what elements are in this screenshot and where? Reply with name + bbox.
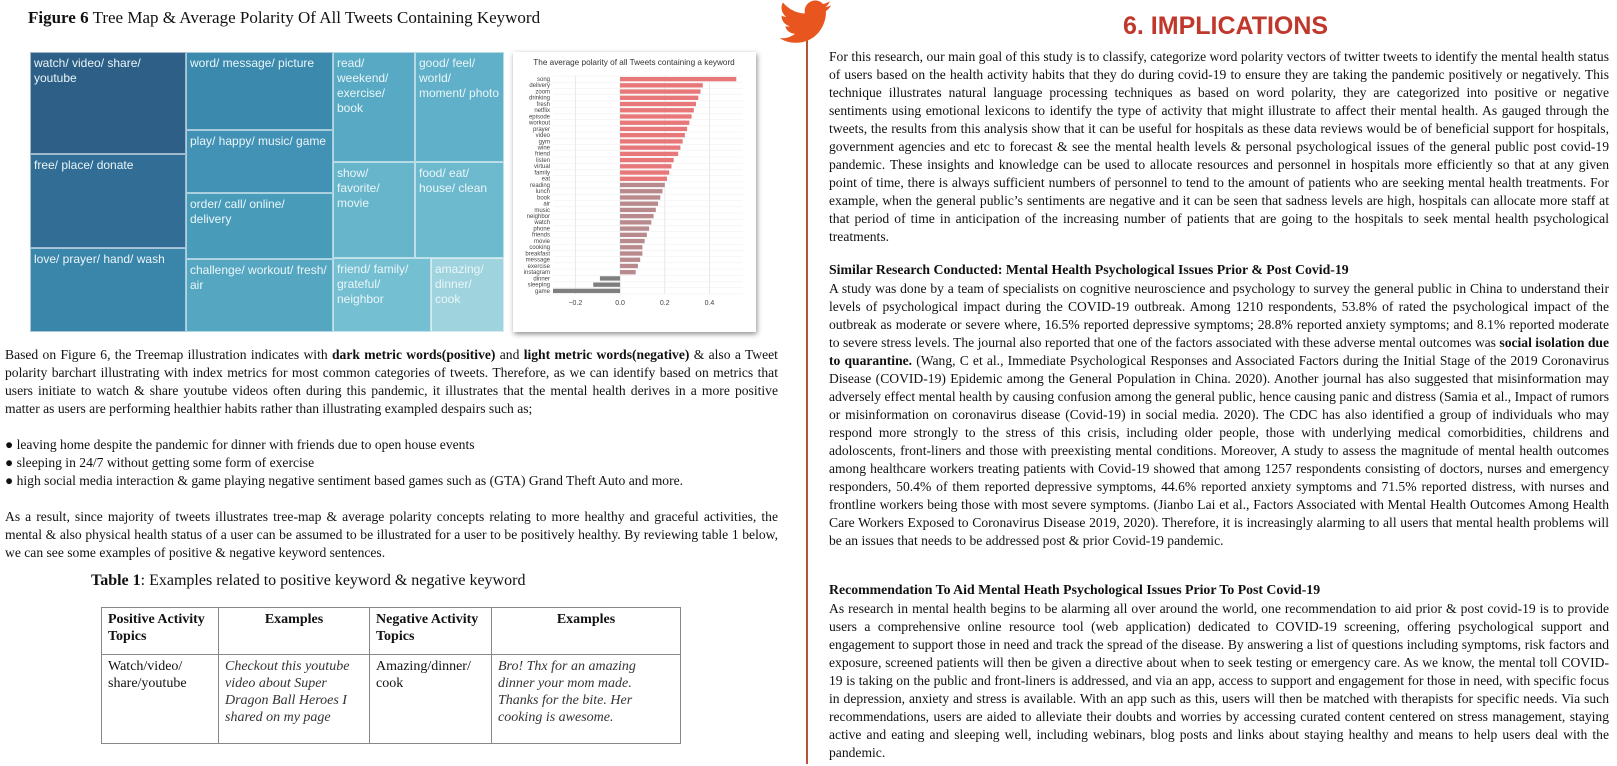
bar — [620, 258, 640, 262]
y-tick-label: music — [534, 207, 550, 214]
y-tick-label: phone — [533, 226, 550, 233]
y-tick-label: book — [536, 195, 550, 202]
y-tick-label: cooking — [529, 245, 550, 252]
treemap-tile — [186, 259, 333, 332]
treemap-tile — [431, 258, 504, 332]
y-tick-label: wine — [537, 145, 550, 152]
column-divider — [806, 34, 808, 764]
table-cell: Watch/video/ share/youtube — [102, 655, 219, 744]
y-tick-label: breakfast — [525, 251, 550, 258]
bar — [620, 220, 651, 224]
implications-paragraph: For this research, our main goal of this study is to classify, categorize word polarity vectors of twitter tweets to identify the mental health status of users based on the health activity habits that they do during covid-19 to ensure they are taking the pandemic positively or negatively. This technique illustrates natural language processing techniques as based on word polarity, they are categorized into positive or negative sentiments using emotional lexicons to identify the type of activity that might illustrate to affect their mental health. As gauged through the tweets, the results from this analysis show that it can be useful for hospitals as these data reviews would be of beneficial support for hospitals, government agencies and etc to forecast & see the mental health levels & personal psychological issues of the general public post covid-19 pandemic. These insights and knowledge can be used to allocate resources and personnel in hospitals more efficiently so that at any given point of time, there is always sufficient numbers of personnel to tend to the amount of patients who are seeking mental health treatments. For example, when the general public’s sentiments are negative and it can be seen that sadness levels are high, hospitals can allocate more staff at that period of time in anticipation of the increasing number of patients that are going to the hospitals to seek mental health psychological treatments. — [829, 49, 1609, 244]
table-cell: Checkout this youtube video about Super Dragon Ball Heroes I shared on my page — [219, 655, 370, 744]
y-tick-label: watch — [534, 220, 550, 227]
conclusion-paragraph: As a result, since majority of tweets illustrates tree-map & average polarity concepts relating to more healthy and graceful activities, the mental & also physical health status of a user can be assumed to be illustrated for a user to be positively healthy. By reviewing table 1 below, we can see some examples of positive & negative keyword sentences. — [5, 509, 778, 560]
bar — [620, 183, 665, 187]
y-tick-label: lunch — [535, 189, 550, 196]
subsection-heading-similar-research: Similar Research Conducted: Mental Health Psychological Issues Prior & Post Covid-19 — [829, 262, 1349, 277]
bar — [620, 195, 660, 199]
recommendation-paragraph: As research in mental health begins to be alarming all over around the world, one recommendation to aid prior & post covid-19 is to provide users a comprehensive online resource tool (web application) dedicated to COVID-19 screening, offering psychological support and engagement to support those in need and track the spread of the disease. By answering a list of questions including symptoms, risk factors and exposure, screened patients will then be given a directive about when to seek testing or emergency care. As we know, the mental toll COVID-19 is taking on the public and front-liners is addressed, and via an app, access to support and engagement for those in need, with specific focus in depression, anxiety and stress is available. With an app such as this, users will then be matched with therapists for specific needs. Via such recommendations, users are aided to alleviate their doubts and worries by accessing curated content centered on stress management, staying active and eating and sleeping well, including webinars, blog posts and links about staying healthy and means to help users deal with the pandemic. — [829, 601, 1609, 760]
treemap-tile — [30, 154, 186, 248]
bar — [620, 108, 694, 112]
bar — [620, 158, 674, 162]
y-tick-label: gym — [538, 139, 550, 146]
treemap-tile-label: word/ message/ picture — [190, 56, 315, 70]
table-header: Examples — [219, 608, 370, 655]
treemap-tile-label: food/ eat/ house/ clean — [419, 166, 488, 195]
keyword-examples-table — [101, 607, 681, 744]
bar — [620, 121, 689, 125]
y-tick-label: instagram — [523, 270, 550, 277]
treemap-tile-label: good/ feel/ world/ moment/ photo — [419, 56, 500, 100]
treemap — [30, 52, 504, 332]
x-tick-label: −0.2 — [568, 300, 583, 307]
polarity-chart-svg — [513, 52, 756, 332]
bar — [620, 145, 680, 149]
treemap-tile — [30, 248, 186, 332]
text-run: (Wang, C et al., Immediate Psychological Responses and Associated Factors during the Initial Stage of the 2019 Coronavirus Disease (COVID-19) Epidemic among the General Population in China. 2020). Another journal has also suggested that misinformation may adversely effect mental health by causing confusion among the general public, hence causing panic and distress (Samia et al., Impact of rumors or misinformation on coronavirus disease (Covid-19) in social media. 2020). The CDC has also identified a group of individuals who may respond more strongly to the stress of this crisis, including older people, those with underlying medical comorbidities, childrens and adoloscents, front-liners and those with preexisting mental conditions. Moreover, A study to assess the magnitude of mental health outcomes among healthcare workers treating patients with Covid-19 showed that among 1257 respondents consisting of doctors, nurses and emergency responders, 50.4% of them reported depressive symptoms, 44.6% reported anxiety symptoms and 71.5% reported distress, with nurses and frontline workers being those with most severe symptoms. (Jianbo Lai et al., Factors Associated with Mental Health Outcomes Among Health Care Workers Exposed to Coronavirus Disease 2019, 2020). Therefore, it is increasingly alarming to all users that mental health problems will be an issues that needs to be addressed post & prior Covid-19 pandemic. — [829, 353, 1610, 548]
treemap-tile-label: free/ place/ donate — [34, 158, 134, 172]
treemap-tile — [333, 258, 431, 332]
bar — [620, 208, 656, 212]
treemap-tile — [415, 162, 504, 258]
similar-research-paragraph — [829, 280, 1609, 550]
table-row — [102, 655, 681, 744]
twitter-bird-icon — [780, 0, 832, 44]
despair-bullet-list — [5, 436, 778, 490]
figure-title — [28, 8, 540, 28]
x-tick-label: 0.4 — [704, 300, 715, 307]
y-tick-label: episode — [528, 114, 550, 121]
table-header-row — [102, 608, 681, 655]
table-caption: : Examples related to positive keyword & negative keyword — [140, 572, 526, 589]
bar — [620, 127, 687, 131]
negative-term: light metric words(negative) — [523, 347, 690, 362]
bar — [620, 164, 671, 168]
figure-caption: Tree Map & Average Polarity Of All Tweets Containing Keyword — [92, 8, 541, 27]
text-run: A study was done by a team of specialists on cognitive neuroscience and psychology to survey the general public in China to understand their levels of psychological impact during the COVID-19 outbreak. Among 1210 respondents, 53.8% of rated the psychological impact of the outbreak as moderate or severe where, 16.5% reported depressive symptoms; 28.8% reported anxiety symptoms; and 8.1% reported moderate to severe stress levels. The journal also reported that one of the factors associated with these adverse mental outcomes was — [829, 281, 1609, 350]
treemap-tile-label: love/ prayer/ hand/ wash — [34, 252, 165, 266]
y-tick-label: movie — [533, 238, 550, 245]
y-tick-label: fresh — [536, 101, 550, 108]
treemap-tile — [186, 193, 333, 259]
bar — [620, 239, 645, 243]
bar — [620, 114, 692, 118]
text-run: & also a Tweet polarity barchart illustrating with index metrics for most common categories of tweets. Therefore, as we can identify based on metrics that users initiate to watch & share youtube videos often during this pandemic, it illustrates that the mental health derives in a more positive matter as users are performing healthier habits rather than illustrating exampled despairs such as; — [5, 347, 778, 416]
y-tick-label: dinner — [533, 276, 550, 283]
bar — [620, 202, 658, 206]
treemap-tile — [333, 52, 415, 162]
y-tick-label: reading — [529, 182, 550, 189]
treemap-tile — [30, 52, 186, 154]
y-tick-label: eat — [541, 176, 550, 183]
table-title — [91, 572, 525, 590]
bar — [620, 170, 669, 174]
y-tick-label: prayer — [532, 126, 550, 133]
bar — [620, 245, 642, 249]
bar — [620, 214, 654, 218]
y-tick-label: netflix — [534, 108, 550, 115]
text-run: and — [495, 347, 524, 362]
treemap-tile-label: watch/ video/ share/ youtube — [34, 56, 141, 85]
y-tick-label: listen — [535, 157, 550, 164]
y-tick-label: friend — [534, 151, 550, 158]
bar — [620, 264, 638, 268]
emphasis-term: social isolation due to quarantine. — [829, 335, 1609, 368]
y-tick-label: workout — [528, 120, 550, 127]
bar — [620, 139, 683, 143]
y-tick-label: delivery — [529, 83, 550, 90]
treemap-tile — [415, 52, 504, 162]
bar — [620, 152, 678, 156]
bar — [620, 226, 649, 230]
text-run: Based on Figure 6, the Treemap illustration indicates with — [5, 347, 332, 362]
x-tick-label: 0.0 — [615, 300, 625, 307]
y-tick-label: game — [534, 288, 550, 295]
table-cell: Bro! Thx for an amazing dinner your mom made. Thanks for the bite. Her cooking is awesome. — [492, 655, 681, 744]
bar — [620, 189, 662, 193]
bar — [620, 89, 700, 93]
table-label: Table 1 — [91, 572, 141, 589]
treemap-tile — [333, 162, 415, 258]
bar — [620, 83, 703, 87]
y-tick-label: friends — [531, 232, 550, 239]
treemap-tile-label: challenge/ workout/ fresh/ air — [190, 263, 327, 292]
y-tick-label: family — [534, 170, 550, 177]
bar — [620, 102, 696, 106]
positive-term: dark metric words(positive) — [331, 347, 496, 362]
table-header: Positive Activity Topics — [102, 608, 219, 655]
y-tick-label: virtual — [533, 164, 550, 171]
bar — [593, 282, 620, 286]
figure-discussion-paragraph — [5, 346, 778, 418]
bullet-item: ● sleeping in 24/7 without getting some form of exercise — [5, 455, 315, 470]
y-tick-label: drinking — [528, 95, 550, 102]
table-cell: Amazing/dinner/ cook — [370, 655, 492, 744]
bar — [620, 133, 685, 137]
bullet-item: ● high social media interaction & game playing negative sentiment based games such as (GTA) Grand Theft Auto and more. — [5, 473, 684, 488]
y-tick-label: message — [525, 257, 550, 264]
treemap-tile-label: order/ call/ online/ delivery — [190, 197, 285, 226]
bar — [620, 96, 698, 100]
bar — [620, 77, 736, 81]
bullet-item: ● leaving home despite the pandemic for dinner with friends due to open house events — [5, 437, 475, 452]
treemap-tile-label: play/ happy/ music/ game — [190, 134, 327, 148]
bar — [620, 270, 636, 274]
chart-title: The average polarity of all Tweets containing a keyword — [533, 58, 735, 67]
bar — [600, 276, 620, 280]
treemap-tile — [186, 52, 333, 130]
y-tick-label: video — [535, 133, 550, 140]
treemap-tile-label: read/ weekend/ exercise/ book — [337, 56, 389, 115]
polarity-chart — [513, 52, 756, 332]
table-header: Examples — [492, 608, 681, 655]
y-tick-label: zoom — [535, 89, 550, 96]
y-tick-label: air — [543, 201, 550, 208]
table-header: Negative Activity Topics — [370, 608, 492, 655]
x-tick-label: 0.2 — [659, 300, 670, 307]
bar — [620, 233, 647, 237]
section-heading: 6. IMPLICATIONS — [1123, 12, 1329, 40]
subsection-heading-recommendation: Recommendation To Aid Mental Heath Psychological Issues Prior To Post Covid-19 — [829, 582, 1321, 597]
figure-label: Figure 6 — [28, 8, 89, 27]
bar — [620, 177, 667, 181]
treemap-tile-label: amazing/ dinner/ cook — [435, 262, 484, 306]
treemap-tile-label: show/ favorite/ movie — [337, 166, 380, 210]
y-tick-label: sleeping — [527, 282, 550, 289]
bar — [620, 251, 642, 255]
bar — [553, 289, 620, 293]
y-tick-label: exercise — [527, 263, 550, 270]
y-tick-label: neighbor — [526, 214, 550, 221]
treemap-tile — [186, 130, 333, 193]
y-tick-label: song — [536, 76, 550, 83]
treemap-tile-label: friend/ family/ grateful/ neighbor — [337, 262, 409, 306]
